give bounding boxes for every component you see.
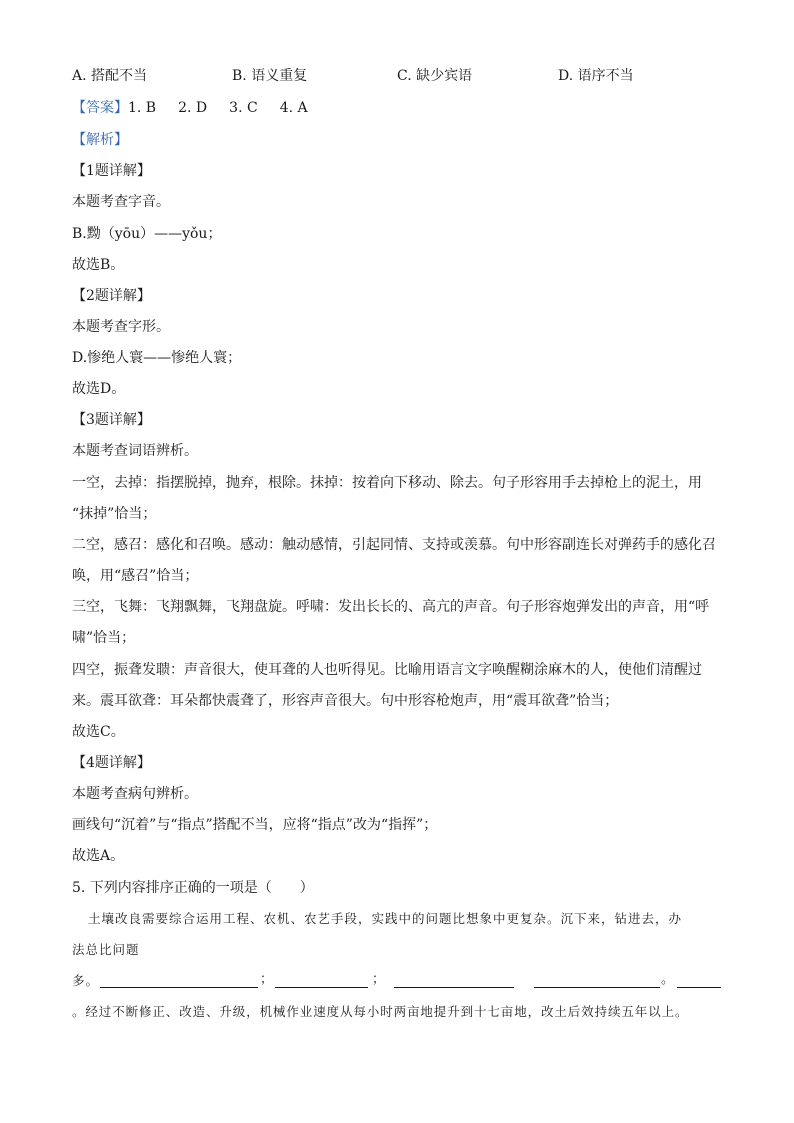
answer-item: 2. D xyxy=(178,100,208,116)
blank-separator: 。 xyxy=(661,972,675,987)
answer-line xyxy=(72,98,330,118)
answer-blank[interactable] xyxy=(534,987,660,988)
q5-passage: 土壤改良需要综合运用工程、农机、农艺手段，实践中的问题比想象中更复杂。沉下来，钻进去，办 xyxy=(88,911,683,926)
q5-passage: 多。 xyxy=(72,973,100,988)
analysis-label: 【解析】 xyxy=(72,132,128,148)
option-d: D. 语序不当 xyxy=(558,68,634,84)
answer-blank[interactable] xyxy=(394,987,514,988)
q3-line: 来。震耳欲聋：耳朵都快震聋了，形容声音很大。句中形容枪炮声，用“震耳欲聋”恰当； xyxy=(72,693,619,709)
q1-heading: 【1题详解】 xyxy=(72,163,151,179)
q3-heading: 【3题详解】 xyxy=(72,412,151,428)
answer-blank[interactable] xyxy=(100,987,258,988)
answer-item: 1. B xyxy=(128,100,157,116)
q2-heading: 【2题详解】 xyxy=(72,288,151,304)
q4-line: 本题考查病句辨析。 xyxy=(72,786,198,802)
answer-label: 【答案】 xyxy=(72,100,128,116)
q1-line: B.黝（yōu）——yǒu； xyxy=(72,226,222,242)
q4-line: 画线句“沉着”与“指点”搭配不当，应将“指点”改为“指挥”； xyxy=(72,817,438,833)
option-a: A. 搭配不当 xyxy=(72,68,148,84)
blank-separator: ； xyxy=(372,972,386,987)
answer-item: 3. C xyxy=(229,100,258,116)
q5-stem: 5. 下列内容排序正确的一项是（ ） xyxy=(72,880,314,896)
q3-line: 啸”恰当； xyxy=(72,630,136,646)
answer-blank[interactable] xyxy=(677,987,721,988)
q3-line: 三空，飞舞：飞翔飘舞，飞翔盘旋。呼啸：发出长长的、高亢的声音。句子形容炮弹发出的声音，用“呼 xyxy=(72,599,710,615)
q3-line: 二空，感召：感化和召唤。感动：触动感情，引起同情、支持或羡慕。句中形容副连长对弹药手的感化召 xyxy=(72,537,716,553)
q3-line: 故选C。 xyxy=(72,724,125,740)
q1-line: 本题考查字音。 xyxy=(72,194,170,210)
answer-item: 4. A xyxy=(279,100,308,116)
q4-line: 故选A。 xyxy=(72,848,125,864)
q2-line: 本题考查字形。 xyxy=(72,319,170,335)
q5-passage: 法总比问题 xyxy=(72,942,140,957)
q5-passage: 。经过不断修正、改造、升级，机械作业速度从每小时两亩地提升到十七亩地，改土后效持续五年以上。 xyxy=(72,1004,689,1019)
q3-line: 本题考查词语辨析。 xyxy=(72,443,198,459)
q3-line: 四空，振聋发聩：声音很大，使耳聋的人也听得见。比喻用语言文字唤醒糊涂麻木的人，使他们清醒过 xyxy=(72,662,702,678)
option-c: C. 缺少宾语 xyxy=(397,68,473,84)
q3-line: “抹掉”恰当； xyxy=(72,506,157,522)
q4-heading: 【4题详解】 xyxy=(72,755,151,771)
blank-separator: ； xyxy=(260,972,274,987)
q2-line: D.惨绝人寰——惨绝人寰； xyxy=(72,350,242,366)
q3-line: 唤，用“感召”恰当； xyxy=(72,568,199,584)
q2-line: 故选D。 xyxy=(72,381,126,397)
option-b: B. 语义重复 xyxy=(232,68,308,84)
q3-line: 一空，去掉：指摆脱掉，抛弃，根除。抹掉：按着向下移动、除去。句子形容用手去掉枪上的泥土，用 xyxy=(72,475,702,491)
q1-line: 故选B。 xyxy=(72,257,125,273)
answer-blank[interactable] xyxy=(275,987,368,988)
